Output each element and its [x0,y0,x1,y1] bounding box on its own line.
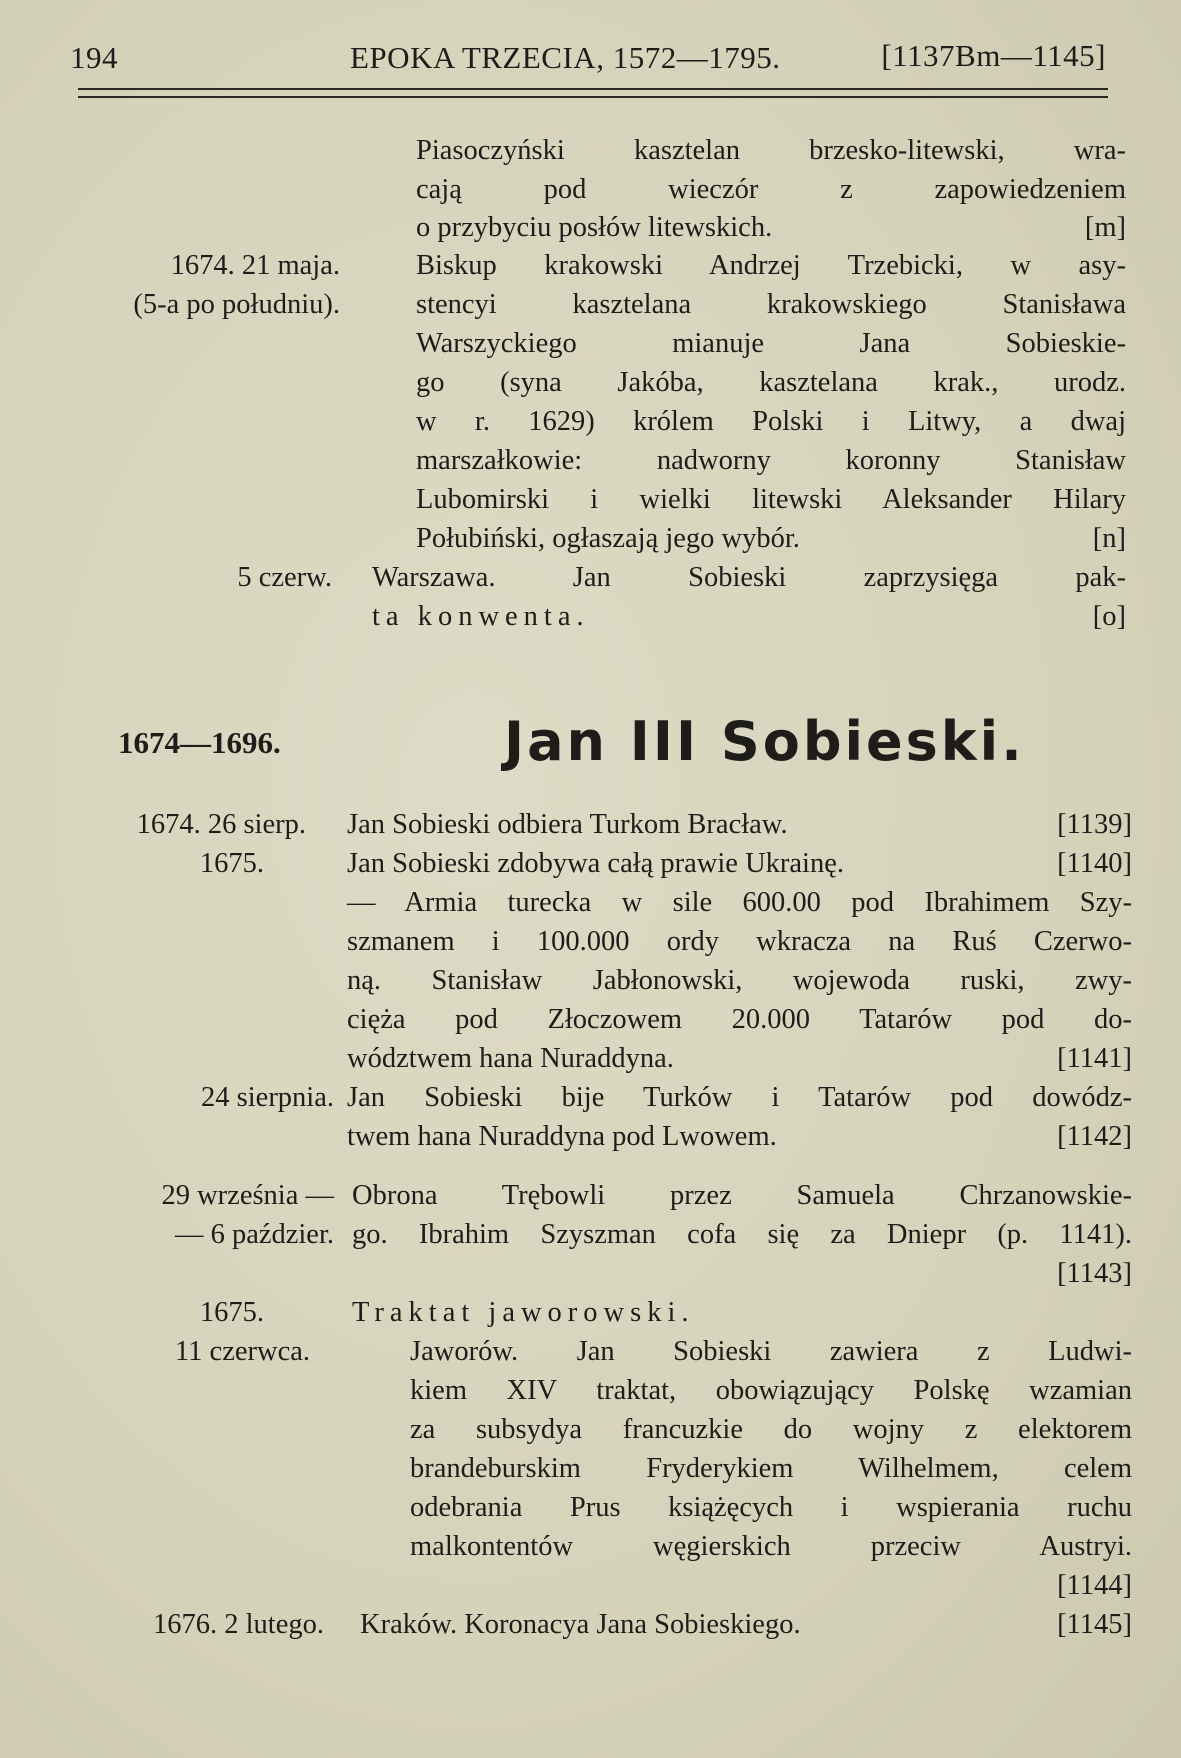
header-entry-range: [1137Bm—1145] [881,38,1106,73]
page-number: 194 [70,40,118,75]
entry-number: [1140] [1057,848,1132,879]
entry-date: 11 czerwca. [174,1336,310,1367]
header-title: EPOKA TRZECIA, 1572—1795. [350,40,781,75]
text-line: o przybyciu posłów litewskich. [416,212,773,243]
entry-date: 1676. 2 lutego. [153,1609,324,1640]
entry-number: [1144] [1057,1570,1132,1601]
text-line: Lubomirski i wielki litewski Aleksander Hilary [416,484,1126,515]
entry-date-note: (5-a po południu). [133,289,340,320]
entry-number: [1139] [1057,809,1132,840]
text-line: ną. Stanisław Jabłonowski, wojewoda ruski, zwy- [347,965,1132,996]
text-line: Połubiński, ogłaszają jego wybór. [416,523,800,554]
entry-date: 24 sierpnia. [201,1082,334,1113]
text-line: za subsydya francuzkie do wojny z elektorem [410,1414,1132,1445]
text-line: twem hana Nuraddyna pod Lwowem. [347,1121,777,1152]
text-line: Traktat jaworowski. [352,1297,695,1328]
text-line: Warszyckiego mianuje Jana Sobieskie- [416,328,1126,359]
text-line: — Armia turecka w sile 600.00 pod Ibrahimem Szy- [347,887,1132,918]
text-line: Obrona Trębowli przez Samuela Chrzanowskie- [352,1180,1132,1211]
text-line: Jaworów. Jan Sobieski zawiera z Ludwi- [410,1336,1132,1367]
text-line-with-tag [347,1118,1132,1156]
text-line: cięża pod Złoczowem 20.000 Tatarów pod do- [347,1004,1132,1035]
entry-number: [1141] [1057,1043,1132,1074]
text-line-with-tag [372,598,1126,636]
text-line: szmanem i 100.000 ordy wkracza na Ruś Czerwo- [347,926,1132,957]
entry-date: 5 czerw. [237,562,332,593]
entry-1140 [347,845,1132,883]
text-line: Kraków. Koronacya Jana Sobieskiego. [360,1609,801,1640]
text-line: ta konwenta. [372,601,590,632]
running-header [70,30,1106,82]
text-line: stencyi kasztelana krakowskiego Stanisława [416,289,1126,320]
text-line: Biskup krakowski Andrzej Trzebicki, w asy- [416,250,1126,281]
text-line: go (syna Jakóba, kasztelana krak., urodz. [416,367,1126,398]
header-rule-top [78,88,1108,90]
entry-number: [1143] [1057,1258,1132,1289]
header-rule-bottom [78,96,1108,98]
entry-date: 1674. 21 maja. [170,250,340,281]
entry-date: 29 września — [161,1180,334,1211]
text-line: cają pod wieczór z zapowiedzeniem [416,174,1126,205]
text-line: w r. 1629) królem Polski i Litwy, a dwaj [416,406,1126,437]
entry-number: [m] [1084,212,1126,243]
text-line: marszałkowie: nadworny koronny Stanisław [416,445,1126,476]
text-line: Piasoczyński kasztelan brzesko-litewski, wra- [416,135,1126,166]
text-line: odebrania Prus książęcych i wspierania ruchu [410,1492,1132,1523]
entry-date: — 6 paździer. [174,1219,334,1250]
text-line: Jan Sobieski bije Turków i Tatarów pod dowódz- [347,1082,1132,1113]
entry-number: [n] [1092,523,1126,554]
entry-number: [o] [1092,601,1126,632]
text-line: Jan Sobieski odbiera Turkom Bracław. [347,809,788,840]
entry-number: [1145] [1057,1609,1132,1640]
text-line: Jan Sobieski zdobywa całą prawie Ukrainę. [347,848,844,879]
text-line: kiem XIV traktat, obowiązujący Polskę wzamian [410,1375,1132,1406]
text-line: go. Ibrahim Szyszman cofa się za Dniepr (p. 1141). [352,1219,1132,1250]
entry-date: 1675. [199,848,264,879]
entry-date: 1675. [199,1297,264,1328]
entry-date: 1674. 26 sierp. [136,809,306,840]
text-line-with-tag [347,1040,1132,1078]
text-line: wództwem hana Nuraddyna. [347,1043,674,1074]
entry-1139 [347,806,1132,844]
text-line: malkontentów węgierskich przeciw Austryi. [410,1531,1132,1562]
text-line-with-tag [416,209,1126,247]
entry-heading [352,1294,1132,1332]
text-line-with-tag [416,520,1126,558]
section-heading: Jan III Sobieski. [504,710,1025,773]
entry-number: [1142] [1057,1121,1132,1152]
text-line: brandeburskim Fryderykiem Wilhelmem, celem [410,1453,1132,1484]
section-date: 1674—1696. [118,725,281,760]
entry-1145 [360,1606,1132,1644]
text-line: Warszawa. Jan Sobieski zaprzysięga pak- [372,562,1126,593]
